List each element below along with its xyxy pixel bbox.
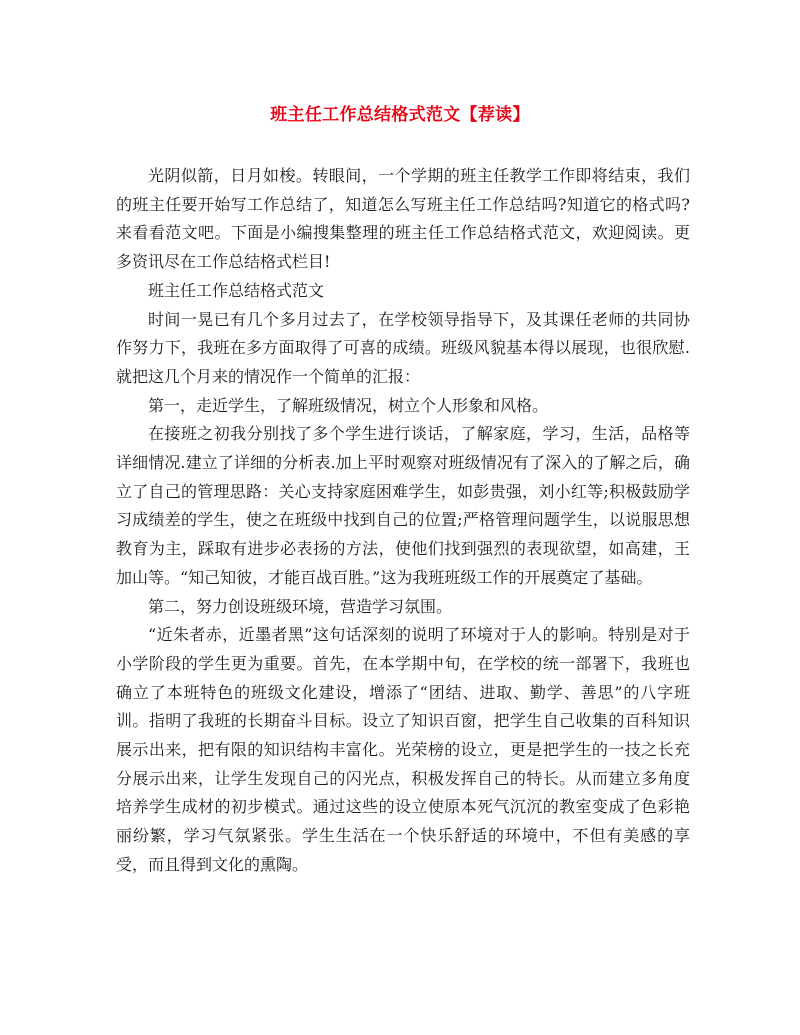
body-paragraph: “近朱者赤，近墨者黑”这句话深刻的说明了环境对于人的影响。特别是对于小学阶段的学生更为重要。首先，在本学期中旬，在学校的统一部署下，我班也确立了本班特色的班级文化建设，增添了“团结、进取、勤学、善思”的八字班训。指明了我班的长期奋斗目标。设立了知识百窗，把学生自己收集的百科知识展示出来，把有限的知识结构丰富化。光荣榜的设立，更是把学生的一技之长充分展示出来，让学生发现自己的闪光点，积极发挥自己的特长。从而建立多角度培养学生成材的初步模式。通过这些的设立使原本死气沉沉的教室变成了色彩艳丽纷繁，学习气氛紧张。学生生活在一个快乐舒适的环境中，不但有美感的享受，而且得到文化的熏陶。 bbox=[116, 625, 690, 874]
body-paragraph: 在接班之初我分别找了多个学生进行谈话，了解家庭，学习，生活，品格等详细情况.建立了详细的分析表.加上平时观察对班级情况有了深入的了解之后，确立了自己的管理思路：关心支持家庭困难学生，如彭贵强，刘小红等;积极鼓励学习成绩差的学生，使之在班级中找到自己的位置;严格管理问题学生，以说服思想教育为主，踩取有进步必表扬的方法，使他们找到强烈的表现欲望，如高建，王加山等。“知己知彼，才能百战百胜。”这为我班班级工作的开展奠定了基础。 bbox=[116, 424, 690, 587]
document-title: 班主任工作总结格式范文【荐读】 bbox=[270, 105, 530, 125]
body-paragraph: 时间一晃已有几个多月过去了，在学校领导指导下，及其课任老师的共同协作努力下，我班在多方面取得了可喜的成绩。班级风貌基本得以展现，也很欣慰.就把这几个月来的情况作一个简单的汇报： bbox=[116, 309, 690, 386]
point-one-heading: 第一，走近学生，了解班级情况，树立个人形象和风格。 bbox=[148, 395, 549, 415]
document-body bbox=[116, 162, 690, 880]
intro-paragraph: 光阴似箭，日月如梭。转眼间，一个学期的班主任教学工作即将结束，我们的班主任要开始写工作总结了，知道怎么写班主任工作总结吗?知道它的格式吗?来看看范文吧。下面是小编搜集整理的班主任工作总结格式范文，欢迎阅读。更多资讯尽在工作总结格式栏目! bbox=[116, 166, 690, 272]
point-two-heading: 第二，努力创设班级环境，营造学习氛围。 bbox=[148, 596, 453, 616]
section-heading: 班主任工作总结格式范文 bbox=[148, 280, 325, 300]
